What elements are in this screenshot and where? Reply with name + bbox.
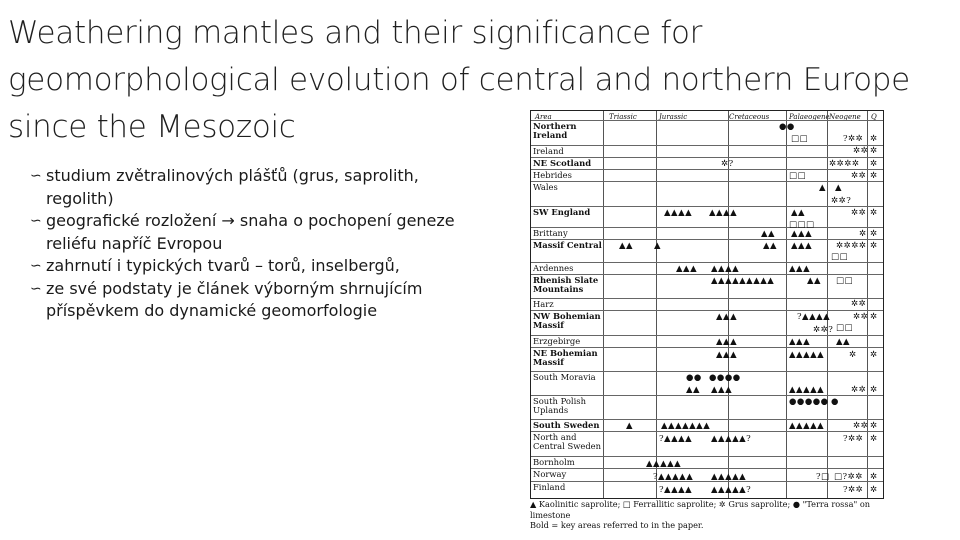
weathering-symbol: ✲✲ [853,312,869,322]
weathering-symbol: ▲ [819,183,827,193]
area-label: Wales [533,182,558,192]
row-divider [531,335,883,336]
weathering-symbol: ✲✲ [851,208,867,218]
row-divider [531,120,883,121]
weathering-table [530,110,884,499]
weathering-symbol: ▲▲ [763,241,778,251]
legend-line: Bold = key areas referred to in the paper. [530,520,704,530]
weathering-symbol: ▲▲ [791,208,806,218]
area-label: Harz [533,299,554,309]
bullet-mark-icon: ∽ [30,280,42,297]
weathering-symbol: ?▲▲▲▲ [659,485,693,495]
weathering-symbol: ▲ [626,421,634,431]
weathering-symbol: ▲▲▲▲ [709,208,738,218]
weathering-symbol: ▲▲▲ [711,385,733,395]
area-label: Hebrides [533,170,572,180]
weathering-symbol: ▲▲ [686,385,701,395]
weathering-symbol: ▲▲▲ [791,229,813,239]
weathering-symbol: ▲▲▲ [791,241,813,251]
area-label: NE Scotland [533,158,592,168]
weathering-symbol: ✲ [870,350,878,360]
bullet-text: zahrnutí i typických tvarů – torů, inselbergů, [46,256,400,275]
weathering-symbol: ▲▲▲▲▲ [711,472,747,482]
column-header: Neogene [829,113,861,121]
weathering-symbol: ●● [779,122,795,132]
weathering-symbol: ▲▲ [807,276,822,286]
area-label: South Moravia [533,372,596,382]
weathering-symbol: ✲✲ [853,421,869,431]
area-label: Northern Ireland [533,121,577,140]
weathering-symbol: ?▲▲▲▲ [797,312,831,322]
column-header: Palaeogene [789,113,830,121]
weathering-symbol: □?✲✲ [834,472,863,482]
weathering-symbol: ✲ [870,385,878,395]
weathering-symbol: ▲▲▲▲▲ [789,385,825,395]
weathering-symbol: ✲✲ [851,171,867,181]
bullet-mark-icon: ∽ [30,168,42,184]
weathering-symbol: ▲ [835,183,843,193]
bullet-text: ze své podstaty je článek výborným shrnujícím příspěvkem do dynamické geomorfologie [46,278,423,320]
weathering-symbol: ▲▲▲▲ [711,264,740,274]
bullet-mark-icon: ∽ [30,258,42,274]
row-divider [531,181,883,182]
slide-title: Weathering mantles and their significance for geomorphological evolution of central and northern Europe since the Mesozoic [8,15,910,145]
area-label: Norway [533,469,567,479]
weathering-symbol: ▲▲▲▲▲ [789,350,825,360]
weathering-symbol: ?✲✲ [843,434,864,444]
weathering-symbol: ▲▲▲▲ [664,208,693,218]
weathering-symbol: ?✲✲ [843,134,864,144]
column-header: Q [871,113,877,121]
weathering-symbol: □□ [836,323,854,333]
column-header: Jurassic [659,113,688,121]
weathering-symbol: ✲ [870,472,878,482]
weathering-symbol: □□ [791,134,809,144]
area-label: North and Central Sweden [533,432,602,451]
weathering-symbol: ✲✲ [853,146,869,156]
weathering-symbol: ✲✲✲✲ [829,159,860,169]
area-label: Ireland [533,146,564,156]
weathering-symbol: ▲▲ [619,241,634,251]
column-header: Cretaceous [729,113,770,121]
bullet-text: geografické rozložení → snaha o pochopení geneze reliéfu napříč Evropou [46,211,455,253]
weathering-symbol: ?✲✲ [843,485,864,495]
weathering-symbol: ✲ [870,171,878,181]
area-label: NE Bohemian Massif [533,348,598,367]
weathering-symbol: ✲ [870,434,878,444]
weathering-symbol: ✲ [849,350,857,360]
weathering-symbol: ✲✲? [831,196,852,206]
weathering-symbol: ●● [686,373,702,383]
weathering-symbol: ?▲▲▲▲ [659,434,693,444]
area-label: Ardennes [533,263,574,273]
weathering-symbol: □□ [831,252,849,262]
weathering-symbol: ✲ [870,146,878,156]
weathering-symbol: ?▲▲▲▲▲ [653,472,694,482]
row-divider [531,481,883,482]
bullet-item [30,278,490,323]
weathering-symbol: ✲? [721,159,734,169]
row-divider [531,145,883,146]
weathering-symbol: ▲▲▲ [716,337,738,347]
weathering-symbol: ✲✲✲✲ [836,241,867,251]
weathering-symbol: ▲▲▲▲▲? [711,434,752,444]
area-label: SW England [533,207,591,217]
weathering-symbol: ?□ [816,472,830,482]
legend-line: ▲ Kaolinitic saprolite; □ Ferrallitic saprolite; ✲ Grus saprolite; ● "Terra rossa" on limestone [530,499,871,520]
row-divider [531,468,883,469]
column-header: Area [535,113,552,121]
area-label: South Sweden [533,420,600,430]
weathering-symbol: ▲▲▲ [789,337,811,347]
weathering-symbol: ✲ [870,229,878,239]
bullet-item [30,255,490,278]
area-label: Rhenish Slate Mountains [533,275,599,294]
weathering-symbol: ▲▲ [761,229,776,239]
weathering-symbol: ●●●●● [789,397,829,407]
weathering-symbol: ●●●● [709,373,741,383]
weathering-symbol: ▲▲▲▲▲ [789,421,825,431]
area-label: South Polish Uplands [533,396,586,415]
weathering-table-figure [530,110,884,530]
bullet-text: studium zvětralinových plášťů (grus, saprolith, regolith) [46,166,419,208]
area-label: Brittany [533,228,568,238]
weathering-symbol: ▲▲▲ [676,264,698,274]
weathering-symbol: ▲▲▲▲▲▲▲▲▲ [711,276,775,286]
area-label: NW Bohemian Massif [533,311,601,330]
figure-legend [530,499,890,531]
bullet-mark-icon: ∽ [30,213,42,229]
weathering-symbol: ✲ [870,241,878,251]
weathering-symbol: ▲▲▲ [789,264,811,274]
area-label: Erzgebirge [533,336,581,346]
weathering-symbol: ✲ [870,485,878,495]
row-divider [531,456,883,457]
row-divider [531,227,883,228]
weathering-symbol: ✲ [870,208,878,218]
row-divider [531,298,883,299]
weathering-symbol: ▲▲ [836,337,851,347]
weathering-symbol: ▲▲▲ [716,312,738,322]
weathering-symbol: ● [831,397,839,407]
weathering-symbol: ▲▲▲▲▲? [711,485,752,495]
area-label: Bornholm [533,457,575,467]
column-header: Triassic [609,113,637,121]
weathering-symbol: ✲ [859,229,867,239]
weathering-symbol: ✲✲ [851,299,867,309]
weathering-symbol: ✲ [870,159,878,169]
row-divider [531,431,883,432]
weathering-symbol: □□ [789,171,807,181]
row-divider [531,169,883,170]
row-divider [531,262,883,263]
weathering-symbol: □□ [836,276,854,286]
weathering-symbol: ✲✲? [813,325,834,335]
weathering-symbol: ▲▲▲ [716,350,738,360]
bullet-list [30,165,490,323]
weathering-symbol: ✲ [870,134,878,144]
bullet-item [30,165,490,210]
weathering-symbol: ▲▲▲▲▲▲▲ [661,421,711,431]
area-label: Finland [533,482,566,492]
weathering-symbol: ✲ [870,312,878,322]
weathering-symbol: ▲▲▲▲▲ [646,459,682,469]
weathering-symbol: ✲ [870,421,878,431]
weathering-symbol: ▲ [654,241,662,251]
weathering-symbol: □□□ [789,220,815,230]
area-label: Massif Central [533,240,602,250]
bullet-item [30,210,490,255]
weathering-symbol: ✲✲ [851,385,867,395]
